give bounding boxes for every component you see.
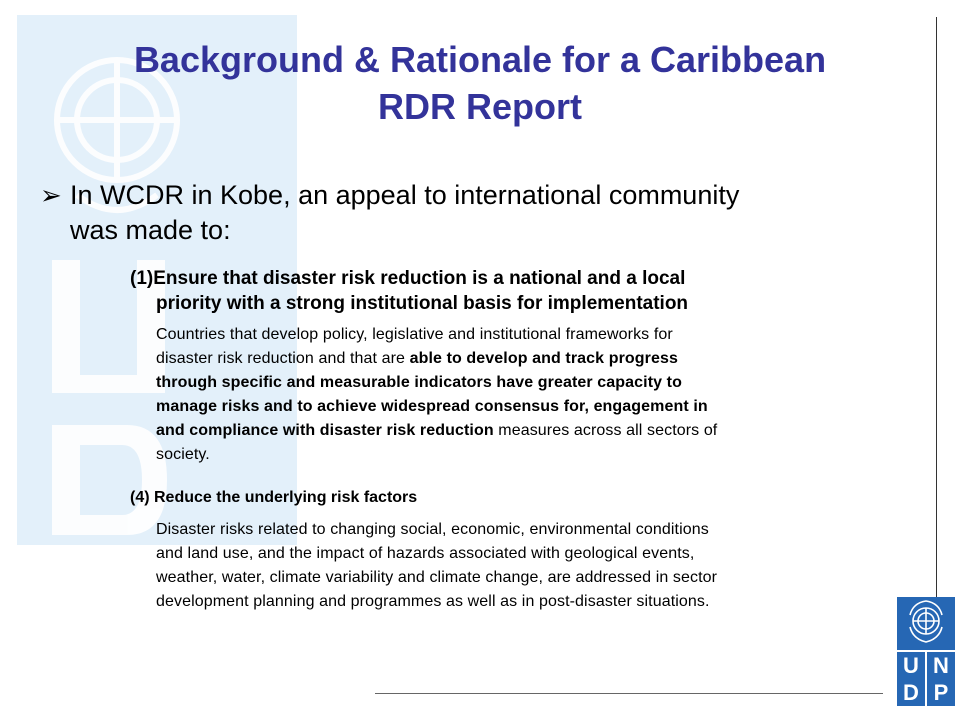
arrow-bullet-icon: ➢	[40, 180, 62, 210]
bottom-divider	[375, 693, 883, 694]
item-1-para-line-4-bold: manage risks and to achieve widespread consensus for, engagement in	[156, 398, 708, 415]
item-1-para-line-6: society.	[156, 446, 210, 463]
logo-letter-n: N	[927, 652, 955, 679]
title-line-2: RDR Report	[378, 86, 582, 127]
item-4-para-line-1: Disaster risks related to changing social, economic, environmental conditions	[156, 521, 709, 538]
item-4-para-line-3: weather, water, climate variability and climate change, are addressed in sector	[156, 569, 718, 586]
title-line-1: Background & Rationale for a Caribbean	[133, 39, 827, 80]
item-1-heading-line-1: (1)Ensure that disaster risk reduction is a national and a local	[130, 268, 686, 289]
bullet-line-1: In WCDR in Kobe, an appeal to international community	[70, 180, 740, 210]
item-1-heading-line-2: priority with a strong institutional basis for implementation	[156, 293, 689, 314]
item-1-para-line-2-plain: disaster risk reduction and that are	[156, 350, 410, 367]
item-4-para-line-4: development planning and programmes as well as in post-disaster situations.	[156, 593, 710, 610]
item-1-heading	[130, 266, 910, 316]
logo-letter-d: D	[897, 679, 925, 706]
right-divider	[936, 17, 937, 597]
un-emblem-icon	[897, 597, 955, 650]
item-1-para-line-5-plain: measures across all sectors of	[493, 422, 718, 439]
item-4-para-line-2: and land use, and the impact of hazards associated with geological events,	[156, 545, 695, 562]
item-1-para-line-5-bold: and compliance with disaster risk reduction	[156, 422, 494, 439]
bullet-text	[70, 178, 900, 248]
item-1-para-line-3	[156, 371, 910, 395]
item-1-para-line-2	[156, 347, 910, 371]
logo-letter-p: P	[927, 679, 955, 706]
item-1-paragraph	[130, 323, 910, 467]
item-1	[130, 266, 910, 467]
item-1-para-line-5	[156, 419, 910, 443]
item-4-heading: (4) Reduce the underlying risk factors	[130, 489, 418, 506]
bullet-line-2: was made to:	[70, 215, 231, 245]
undp-logo	[897, 597, 955, 706]
item-1-para-line-2-bold: able to develop and track progress	[409, 350, 678, 367]
page-title	[40, 36, 920, 130]
item-1-para-line-1: Countries that develop policy, legislative and institutional frameworks for	[156, 326, 673, 343]
item-4-paragraph	[130, 518, 910, 614]
item-1-para-line-4	[156, 395, 910, 419]
item-4	[130, 487, 910, 614]
item-1-para-line-3-bold: through specific and measurable indicators have greater capacity to	[156, 374, 682, 391]
logo-letter-u: U	[897, 652, 925, 679]
